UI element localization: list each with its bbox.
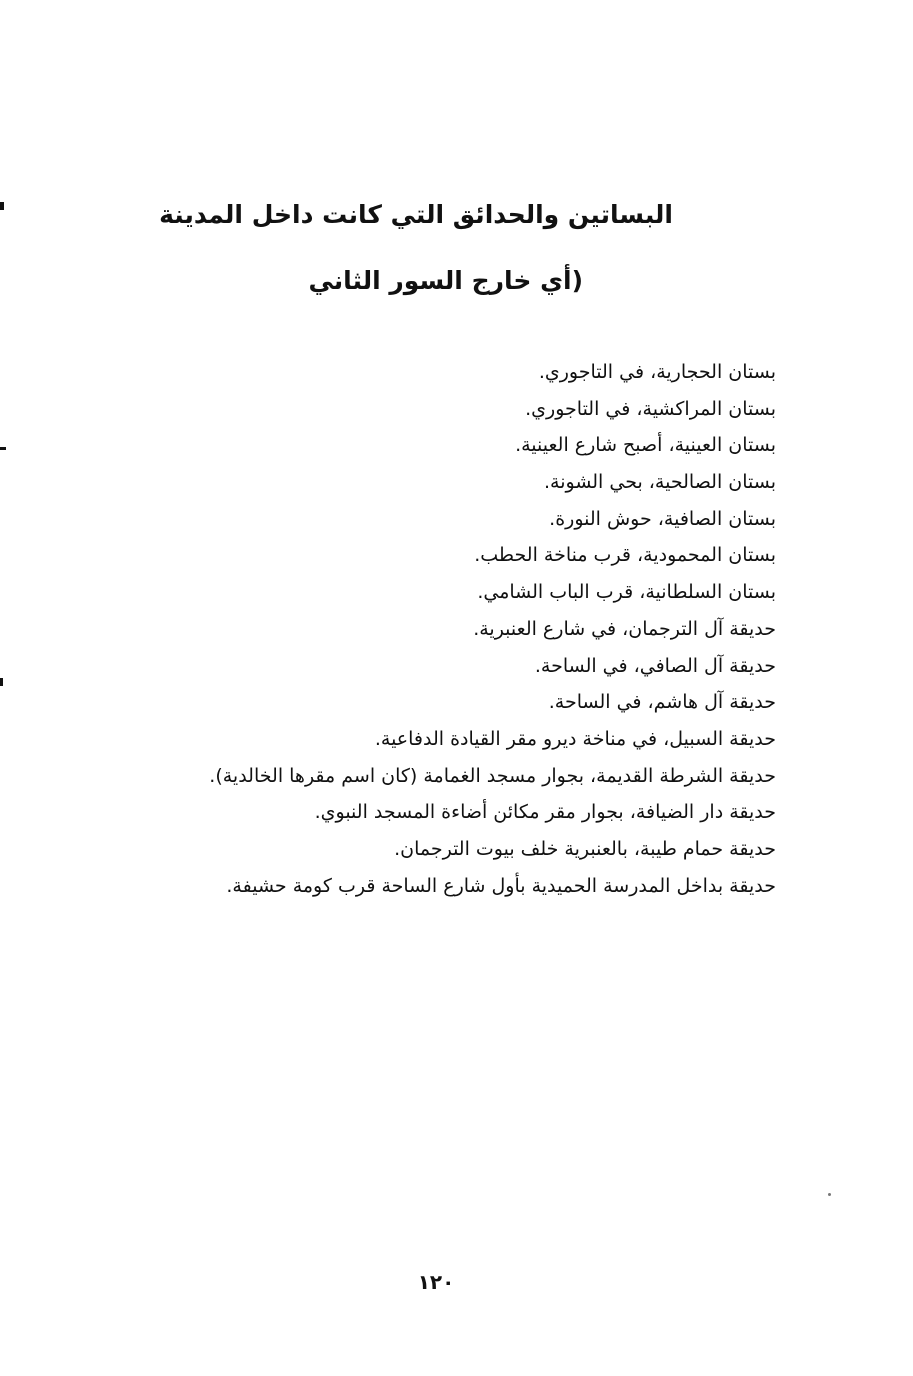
list-item: حديقة دار الضيافة، بجوار مقر مكائن أضاءة المسجد النبوي.: [314, 801, 776, 824]
gardens-list: [76, 354, 776, 904]
list-item: بستان الصالحية، بحي الشونة.: [543, 471, 776, 494]
list-item: حديقة السبيل، في مناخة ديرو مقر القيادة الدفاعية.: [374, 727, 776, 750]
list-item: حديقة آل هاشم، في الساحة.: [548, 691, 776, 714]
scan-speck: [828, 1193, 831, 1196]
list-item: حديقة آل الصافي، في الساحة.: [534, 654, 776, 677]
list-item: حديقة آل الترجمان، في شارع العنبرية.: [473, 617, 776, 640]
list-item: بستان المحمودية، قرب مناخة الحطب.: [474, 544, 776, 567]
list-item: حديقة الشرطة القديمة، بجوار مسجد الغمامة (كان اسم مقرها الخالدية).: [209, 764, 776, 787]
list-item: بستان الصافية، حوش النورة.: [549, 507, 776, 530]
list-item: بستان العينية، أصبح شارع العينية.: [515, 434, 776, 457]
list-item: حديقة بداخل المدرسة الحميدية بأول شارع الساحة قرب كومة حشيفة.: [226, 874, 776, 897]
scan-edge-mark: [0, 202, 4, 210]
page-number: ١٢٠: [417, 1270, 455, 1294]
list-item: بستان المراكشية، في التاجوري.: [525, 397, 776, 420]
list-item: بستان الحجارية، في التاجوري.: [538, 361, 776, 383]
scan-edge-mark: [0, 678, 3, 686]
list-item: حديقة حمام طيبة، بالعنبرية خلف بيوت الترجمان.: [394, 837, 776, 860]
scan-edge-mark: [0, 447, 6, 450]
page-subtitle: (أي خارج السور الثاني: [308, 266, 583, 295]
list-item: بستان السلطانية، قرب الباب الشامي.: [477, 581, 776, 604]
page-title: البساتين والحدائق التي كانت داخل المدينة: [159, 200, 673, 229]
